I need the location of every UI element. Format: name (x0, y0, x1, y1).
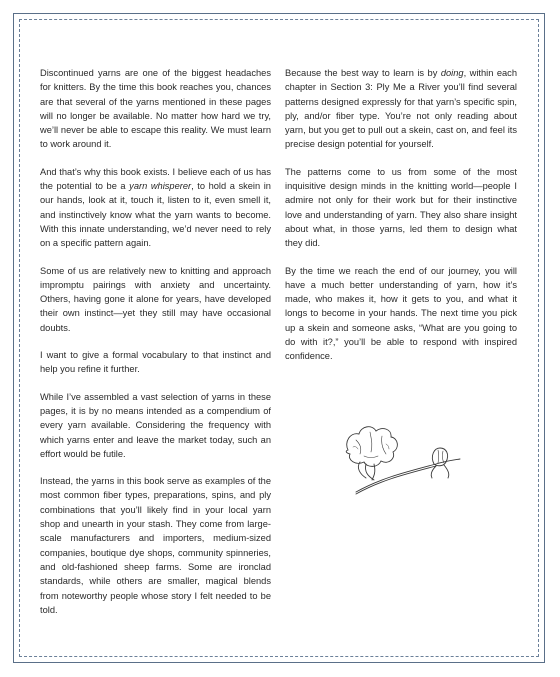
paragraph-end-of-journey: By the time we reach the end of our journey, you will have a much better understanding of yarn, how it’s made, who makes it, how it gets to you, and what it longs to become in your hands. The next time you pick up a skein and someone asks, “What are you going to do with it?,” you’ll be able to respond with inspired confidence. (285, 265, 517, 362)
paragraph-formal-vocabulary: I want to give a formal vocabulary to that instinct and help you refine it further. (40, 350, 271, 375)
paragraph-patterns: The patterns come to us from some of the most inquisitive design minds in the knitting world—people I admire not only for their work but for their instinctive love and understanding of yarn. They also share insight about what, in those yarns, led them to design what they did. (285, 166, 517, 249)
paragraph-vast-selection: While I’ve assembled a vast selection of yarns in these pages, it is by no means intended as a compendium of every yarn available. Considering the frequency with which yarns enter and leave the market today, such an effort would be futile. (40, 391, 271, 459)
paragraph-why-book-exists: And that’s why this book exists. I believe each of us has the potential to be a yarn whisperer, to hold a skein in our hands, look at it, touch it, listen to it, even smell it, and instinctively know what the yarn wants to become. With this innate understanding, we’d never need to rely on a specific pattern again. (40, 166, 271, 249)
paragraph-examples: Instead, the yarns in this book serve as examples of the most common fiber types, preparations, spins, and ply combinations that you’ll likely find in your local yarn shop and unearth in your stash. They come from large-scale manufacturers and importers, medium-sized companies, boutique dye shops, community spinneries, and old-fashioned sheep farms. Some are ironclad standards, while others are smaller, magical blends from noteworthy people whose story I felt needed to be told. (40, 476, 271, 615)
text-column-right (285, 66, 517, 377)
paragraph-learn-by-doing: Because the best way to learn is by doing, within each chapter in Section 3: Ply Me a River you’ll find several patterns designed expressly for that yarn’s specific spin, ply, and/or fiber type. You’re not only reading about yarn, but you get to pull out a skein, cast on, and feel its precise design potential for yourself. (285, 68, 517, 150)
paragraph-new-to-knitting: Some of us are relatively new to knitting and approach impromptu pairings with anxiety and uncertainty. Others, having gone it alone for years, have developed their own instinct—yet they still may have occasional doubts. (40, 265, 271, 333)
paragraph-discontinued-yarns: Discontinued yarns are one of the biggest headaches for knitters. By the time this book reaches you, chances are that several of the yarns mentioned in these pages will no longer be available. No matter how hard we try, we’ll never be able to escape this reality. We must learn to work around it. (40, 68, 271, 150)
cotton-boll-sketch-icon (326, 420, 466, 500)
text-column-left (40, 66, 271, 630)
